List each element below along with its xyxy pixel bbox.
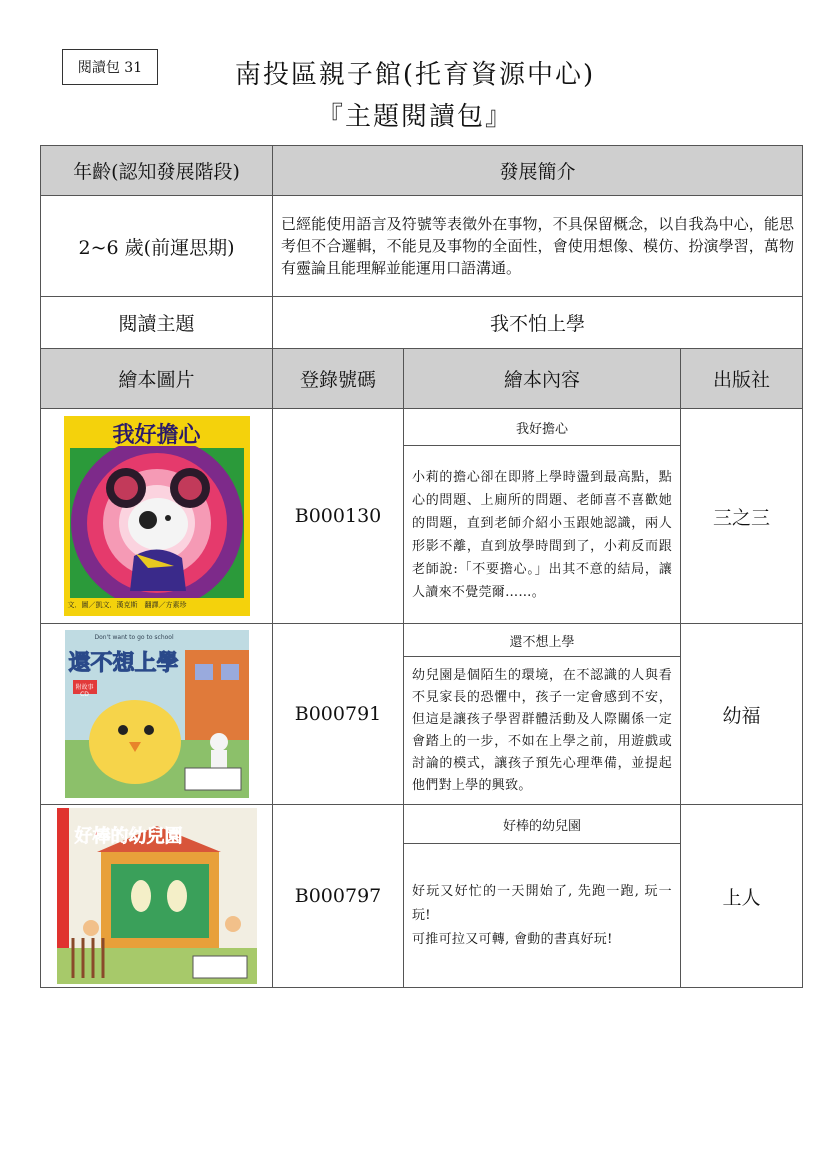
book-code: B000797 <box>273 805 404 988</box>
book-cover-cell <box>41 624 273 805</box>
book-title: 還不想上學 <box>404 624 681 657</box>
book-cover-cell <box>41 409 273 624</box>
col-content: 繪本內容 <box>404 349 681 409</box>
cover-title-text: 還不想上學 <box>68 651 179 676</box>
col-publisher: 出版社 <box>681 349 803 409</box>
book-publisher: 上人 <box>681 805 803 988</box>
book-cover-cell <box>41 805 273 988</box>
theme-label: 閱讀主題 <box>41 297 273 349</box>
cover-cd-badge: 附故事CD <box>75 684 94 698</box>
age-value: 2~6 歲(前運思期) <box>41 196 273 297</box>
book-description: 幼兒園是個陌生的環境，在不認識的人與看不見家長的恐懼中，孩子一定會感到不安，但這是讓孩子學習群體活動及人際關係一定會踏上的一步，不如在上學之前，用遊戲或討論的模式，讓孩子預先心理準備，並提起他們對上學的興致。 <box>404 657 681 805</box>
book-description-line: 好玩又好忙的一天開始了, 先跑一跑, 玩一玩! <box>412 883 672 923</box>
book-code: B000130 <box>273 409 404 624</box>
book-description <box>404 844 681 988</box>
header-development: 發展簡介 <box>273 146 803 196</box>
col-code: 登錄號碼 <box>273 349 404 409</box>
book-publisher: 幼福 <box>681 624 803 805</box>
book-description-line: 可推可拉又可轉, 會動的書真好玩! <box>412 931 613 947</box>
col-image: 繪本圖片 <box>41 349 273 409</box>
book-code: B000791 <box>273 624 404 805</box>
book-title: 好棒的幼兒園 <box>404 805 681 844</box>
cover-credit-text: 文．圖／凱文．漢克斯 翻譯／方素珍 <box>67 601 187 609</box>
pack-number-tag: 閱讀包 31 <box>62 49 158 85</box>
book-cover-image <box>65 630 249 798</box>
book-description: 小莉的擔心卻在即將上學時盪到最高點，點心的問題、上廁所的問題、老師喜不喜歡她的問題，直到老師介紹小玉跟她認識，兩人形影不離，直到放學時間到了，小莉反而跟老師說:「不要擔心。」出其不意的結局，讓人讀來不覺莞爾……。 <box>404 446 681 624</box>
book-cover-image <box>57 808 257 984</box>
cover-title-text: 好棒的幼兒園 <box>74 826 183 847</box>
reading-pack-table <box>40 145 803 988</box>
page-title: 南投區親子館(托育資源中心) <box>234 60 596 90</box>
page-subtitle: 『主題閱讀包』 <box>316 102 513 132</box>
cover-english-title: Don't want to go to school <box>94 634 174 641</box>
cover-title-text: 我好擔心 <box>112 423 201 448</box>
book-cover-image <box>64 416 250 616</box>
theme-value: 我不怕上學 <box>273 297 803 349</box>
header-age: 年齡(認知發展階段) <box>41 146 273 196</box>
book-title: 我好擔心 <box>404 409 681 446</box>
development-text: 已經能使用語言及符號等表徵外在事物，不具保留概念，以自我為中心，能思考但不合邏輯，不能見及事物的全面性，會使用想像、模仿、扮演學習，萬物有靈論且能理解並能運用口語溝通。 <box>273 196 803 297</box>
book-publisher: 三之三 <box>681 409 803 624</box>
